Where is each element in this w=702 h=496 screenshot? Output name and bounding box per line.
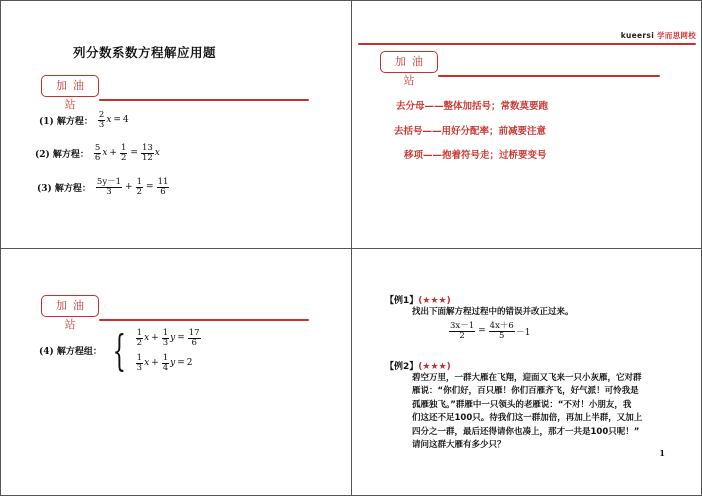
variable: x: [106, 115, 112, 126]
tip-line: 去分母——整体加括号；常数莫要跑: [396, 101, 549, 112]
variable: y: [170, 358, 176, 369]
numerator: 1: [136, 328, 143, 338]
numerator: 5y－1: [96, 177, 122, 187]
problem-label: (2) 解方程：: [35, 149, 89, 160]
tip-line: 移项——抱着符号走；过桥要变号: [404, 150, 547, 161]
logo-suffix: 学而思网校: [657, 31, 696, 40]
variable: y: [170, 333, 176, 344]
operator: +: [151, 358, 159, 369]
denominator: 2: [459, 330, 465, 341]
operator: =: [146, 182, 154, 193]
text-line: 们这还不足100只。待我们这一群加倍，再加上半群，又加上: [412, 413, 643, 424]
denominator: 3: [162, 337, 169, 348]
left-brace: {: [112, 325, 126, 375]
numerator: 11: [157, 177, 169, 187]
numerator: 3x－1: [450, 321, 475, 331]
denominator: 3: [106, 186, 112, 197]
numerator: 1: [136, 177, 143, 187]
variable: x: [144, 358, 150, 369]
problem-label: (4) 解方程组：: [39, 347, 102, 358]
numerator: 5: [94, 143, 101, 153]
operator: =: [130, 148, 138, 159]
variable: x: [154, 148, 160, 159]
tip-line: 去括号——用好分配率；前减要注意: [394, 126, 547, 137]
text-line: 四分之一群，最后还得请你也凑上，那才一共是100只呢！”: [412, 426, 640, 437]
numerator: 1: [136, 352, 143, 363]
operator: =: [113, 115, 121, 126]
operator: =: [177, 358, 185, 369]
numerator: 17: [188, 328, 200, 338]
operator: =: [478, 326, 486, 337]
problem-label: (1) 解方程：: [39, 116, 93, 127]
difficulty-stars: (★★★): [418, 296, 451, 306]
problem-label: (3) 解方程：: [37, 183, 91, 194]
denominator: 12: [141, 152, 153, 163]
example-1-text: 找出下面解方程过程中的错误并改正过来。: [412, 307, 574, 317]
denominator: 6: [191, 337, 197, 348]
constant: －1: [515, 327, 531, 338]
numerator: 2: [98, 110, 105, 120]
page-number: 1: [659, 448, 665, 458]
numerator: 13: [141, 143, 153, 153]
slide-title: 列分数系数方程解应用题: [73, 45, 217, 60]
denominator: 3: [98, 119, 105, 130]
operator: +: [109, 148, 117, 159]
example-label: 【例2】: [385, 362, 419, 372]
numerator: 1: [162, 352, 169, 363]
numerator: 1: [120, 143, 127, 153]
jiayouzhan-badge: 加油站: [41, 75, 99, 97]
text-line: 孤雁独飞。”群雁中一只领头的老雁说：“不对！小朋友，我: [412, 399, 632, 410]
variable: x: [144, 333, 150, 344]
denominator: 6: [94, 152, 101, 163]
jiayouzhan-badge: 加油站: [41, 295, 99, 317]
denominator: 4: [162, 362, 169, 373]
numerator: 1: [162, 328, 169, 338]
constant: 2: [186, 358, 193, 369]
constant: 4: [122, 115, 129, 126]
denominator: 5: [499, 330, 505, 341]
operator: +: [151, 333, 159, 344]
denominator: 2: [136, 186, 143, 197]
denominator: 3: [136, 362, 143, 373]
text-line: 雁说：“你们好，百只雁！你们百雁齐飞，好气派！可怜我是: [412, 386, 639, 397]
operator: =: [177, 333, 185, 344]
variable: x: [102, 148, 108, 159]
denominator: 2: [136, 337, 143, 348]
operator: +: [125, 182, 133, 193]
denominator: 6: [160, 186, 166, 197]
text-line: 碧空万里，一群大雁在飞翔，迎面又飞来一只小灰雁，它对群: [412, 373, 642, 383]
denominator: 2: [120, 152, 127, 163]
text-line: 请问这群大雁有多少只？: [412, 440, 506, 451]
logo-prefix: kueersi: [620, 31, 655, 40]
difficulty-stars: (★★★): [418, 362, 451, 372]
example-label: 【例1】: [385, 296, 419, 306]
numerator: 4x＋6: [489, 321, 514, 331]
jiayouzhan-badge: 加油站: [380, 51, 438, 73]
